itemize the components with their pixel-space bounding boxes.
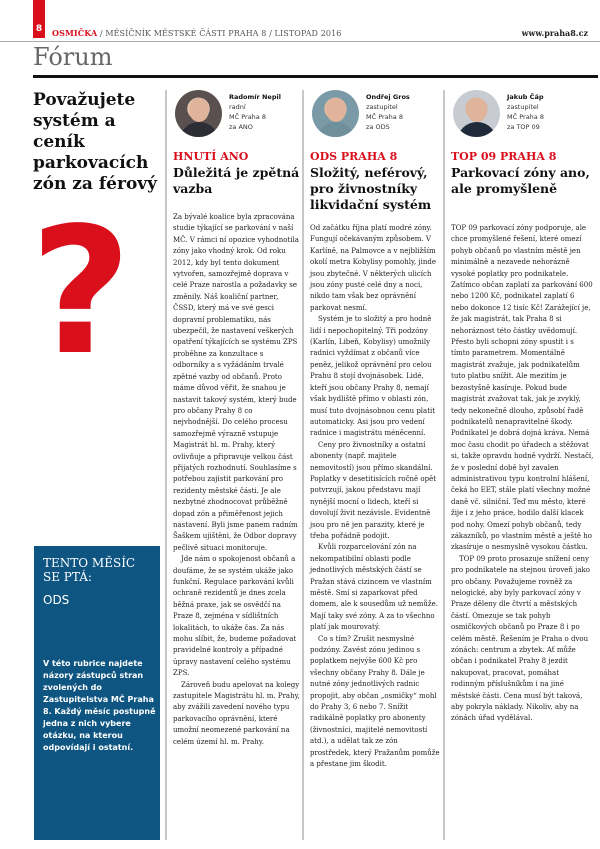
masthead-subtitle: / MĚSÍČNÍK MĚSTSKÉ ČÁSTI PRAHA 8 / LISTOPAD 2016 [97, 29, 342, 38]
brand-name: OSMIČKA [52, 28, 98, 38]
paragraph: Od začátku října platí modré zóny. Fungují očekávaným způsobem. V Karlíně, na Palmovce a v nejbližším okolí metra Kobylisy pomohly, jinde jsou zbytečné. V některých ulicích jsou zóny pusté celé dny a noci, nikdo tam však bez oprávnění parkovat nesmí. [310, 224, 436, 312]
author-role: zastupitel [366, 103, 398, 111]
body-shape [457, 122, 497, 137]
author-party-line: za ANO [229, 123, 253, 131]
author-info [366, 92, 410, 132]
website-link[interactable]: www.praha8.cz [521, 28, 588, 38]
masthead [52, 28, 341, 38]
paragraph: TOP 09 proto prosazuje snížení ceny pro podnikatele na stejnou úroveň jako pro občany. Považujeme rovněž za nelogické, aby byly parkovací zóny v Praze děleny dle čtvrtí a městských částí. Omezuje se tak pohyb osmičkových občanů po Praze 8 i po celém městě. Řešením je Praha o dvou zónách: centrum a zbytek. Ať může občan i podnikatel Prahy 8 jezdit nakupovat, pracovat, pomáhat rodinným příslušníkům i na jiné městské části. Cena musí být taková, aby pokryla náklady. Nikoliv, aby na zónách úřad vydělával. [451, 554, 590, 723]
author-name: Ondřej Gros [366, 93, 410, 101]
opinion-column-ano [165, 90, 300, 840]
face-shape [326, 98, 346, 122]
party-name: TOP 09 PRAHA 8 [451, 150, 557, 163]
article-body [451, 223, 594, 725]
paragraph: Kvůli rozparcelování zón na nekompatibilní oblasti podle jednotlivých městských částí se Pražan stává cizincem ve vlastním městě. Smí si zaparkovat před domem, ale k sousedům už nemůže. Mají taky své zóny. A za to všechno platí jak mourovatý. [310, 543, 438, 632]
opinion-column-top09 [443, 90, 595, 840]
article-body [310, 223, 440, 771]
paragraph: Zároveň budu apelovat na kolegy zastupitele Magistrátu hl. m. Prahy, aby zvážili zavedení nového typu parkovacího oprávnění, které umožní neomezené parkování na celém území hl. m. Prahy. [173, 680, 300, 746]
section-title: Fórum [33, 43, 113, 71]
page-number-badge [33, 0, 45, 38]
body-shape [316, 122, 356, 137]
article-headline: Složitý, neférový, pro živnostníky likvidační systém [310, 165, 432, 212]
author-info [507, 92, 544, 132]
author-role: radní [229, 103, 246, 111]
body-shape [179, 122, 219, 137]
paragraph: Jde nám o spokojenost občanů a doufáme, že se systém ukáže jako funkční. Regulace parkování kvůli ochraně rezidentů je dnes zcela běžná praxe, jak se osvědčí na Praze 8, zejména v sídlištních lokalitách, to ukáže čas. Za nás mohu slíbit, že, budeme požadovat pravidelné kontroly a případné úpravy nastavení celého systému ZPS. [173, 555, 297, 678]
info-box-party: ODS [43, 593, 70, 607]
section-divider [33, 75, 598, 78]
paragraph: Za bývalé koalice byla zpracována studie týkající se parkování v naší MČ. V rámci ní opozice vyhodnotila zóny jako vhodný krok. Od roku 2012, kdy byl tento dokument vytvořen, samozřejmě doprava v celé Praze narostla a požadavky se změnily. Náš koaliční partner, ČSSD, který má ve své gesci dopravní problematiku, nás ubezpečil, že nastavení veškerých opatření týkajících se systému ZPS proběhne za konzultace s odborníky a s vyžádáním trvalé zpětné vazby od občanů. Proto máme důvod věřit, že snahou je nastavit takový systém, který bude pro občany Prahy 8 co nejvhodnější. Do celého procesu samozřejmě výrazně vstupuje Magistrát hl. m. Prahy, který ovlivňuje a připravuje velkou část přijatých rozhodnutí. Souhlasíme s potřebou zajistit parkování pro rezidenty městské části. Je ale nezbytné zhodnocovat průběžně dopad zón a přiměřenost jejich nastavení. Byli jsme panem radním Šaškem ujištěni, že Odbor dopravy pečlivě situaci monitoruje. [173, 213, 299, 552]
page-number: 8 [35, 24, 43, 34]
article-headline: Důležitá je zpětná vazba [173, 165, 300, 196]
party-name: HNUTÍ ANO [173, 150, 249, 163]
article-body [173, 212, 300, 748]
article-headline: Parkovací zóny ano, ale promyšleně [451, 165, 590, 196]
author-party-line: za ODS [366, 123, 390, 131]
party-name: ODS PRAHA 8 [310, 150, 398, 163]
face-shape [467, 98, 487, 122]
info-box [34, 546, 160, 840]
header-divider [0, 41, 600, 42]
author-district: MČ Praha 8 [366, 113, 403, 121]
author-district: MČ Praha 8 [507, 113, 544, 121]
author-photo [453, 90, 500, 137]
author-name: Radomír Nepil [229, 93, 281, 101]
info-box-description: V této rubrice najdete názory zástupců stran zvolených do Zastupitelstva MČ Praha 8. Každý měsíc postupně jedna z nich vybere otázku, na kterou odpovídají i ostatní. [43, 659, 156, 752]
opinion-column-ods [302, 90, 440, 840]
author-name: Jakub Čáp [507, 93, 544, 101]
paragraph: Systém je to složitý a pro hodně lidí i nepochopitelný. Tři podzóny (Karlín, Libeň, Kobylisy) umožnily radnici vyždímat z občanů více peněz, jelikož oprávnění pro celou Prahu 8 stojí dvojnásobek. Lidé, kteří jsou občany Prahy 8, nemají však bydliště přímo v oblasti zón, musí tuto dvojnásobnou cenu platit automaticky. Asi jsou pro vedení radnice i magistrátu méněcenní. [310, 315, 436, 438]
author-info [229, 92, 281, 132]
question-mark-graphic: ? [30, 191, 132, 394]
forum-question: Považujete systém a ceník parkovacích zón za férový [33, 90, 158, 194]
author-photo [312, 90, 359, 137]
author-district: MČ Praha 8 [229, 113, 266, 121]
author-party-line: za TOP 09 [507, 123, 540, 131]
paragraph: Ceny pro živnostníky a ostatní abonenty (např. majitele nemovitostí) jsou přímo skandální. Poplatky v desetitisících ročně opět potvrzují, jakou představu mají nynější mocní o lidech, kteří si dovolují živit nezávisle. Evidentně jsou pro ně jen parazity, které je třeba pořádně podojit. [310, 440, 437, 540]
author-photo [175, 90, 222, 137]
author-role: zastupitel [507, 103, 539, 111]
paragraph: Co s tím? Zrušit nesmyslné podzóny. Zavést zónu jedinou s poplatkem nejvýše 600 Kč pro všechny občany Prahy 8. Dále je nutné zóny jednotlivých radnic propojit, aby občan „osmičky“ mohl do Prahy 3, 6 nebo 7. Snížit radikálně poplatky pro abonenty (živnostníci, majitelé nemovitostí atd.), a udělat tak ze zón prostředek, který Pražanům pomůže a přestane jim škodit. [310, 634, 440, 769]
info-box-kicker: TENTO MĚSÍC SE PTÁ: [43, 556, 136, 584]
paragraph: TOP 09 parkovací zóny podporuje, ale chce promyšlené řešení, které omezí pohyb občanů po vlastním městě jen minimálně a nezavede nehorázně vysoké poplatky pro podnikatele. Zatímco občan zaplatí za parkování 600 nebo 1200 Kč, podnikatel zaplatí 6 nebo dokonce 12 tisíc Kč! Zarážející je, že jak magistrát, tak Praha 8 si nehoráznost této částky uvědomují. Přesto byli schopni zóny spustit i s tímto parametrem. Momentálně magistrát zvažuje, jak podnikatelům tuto platbu snížit. Ale mezitím je bezostyšně kasíruje. Pokud bude magistrát zvažovat tak, jak je zvyklý, tedy nekonečně dlouho, způsobí řadě podnikatelů nenapravitelné škody. Podnikatel je dobrá dojná kráva. Nemá moc času chodit po úřadech a stěžovat si, takže opravdu hodně vydrží. Nestačí, že v poslední době byl zavalen administrativou typu kontrolní hlášení, čeká ho EET, stále platí všechny možné daně vč. silniční. Teď mu město, které žije i z jeho práce, hodilo další klacek pod nohy. Omezí pohyb občanů, tedy zákazníků, po vlastním městě a ještě ho zkasíruje o nesmyslně vysokou částku. [451, 224, 594, 552]
face-shape [189, 98, 209, 122]
